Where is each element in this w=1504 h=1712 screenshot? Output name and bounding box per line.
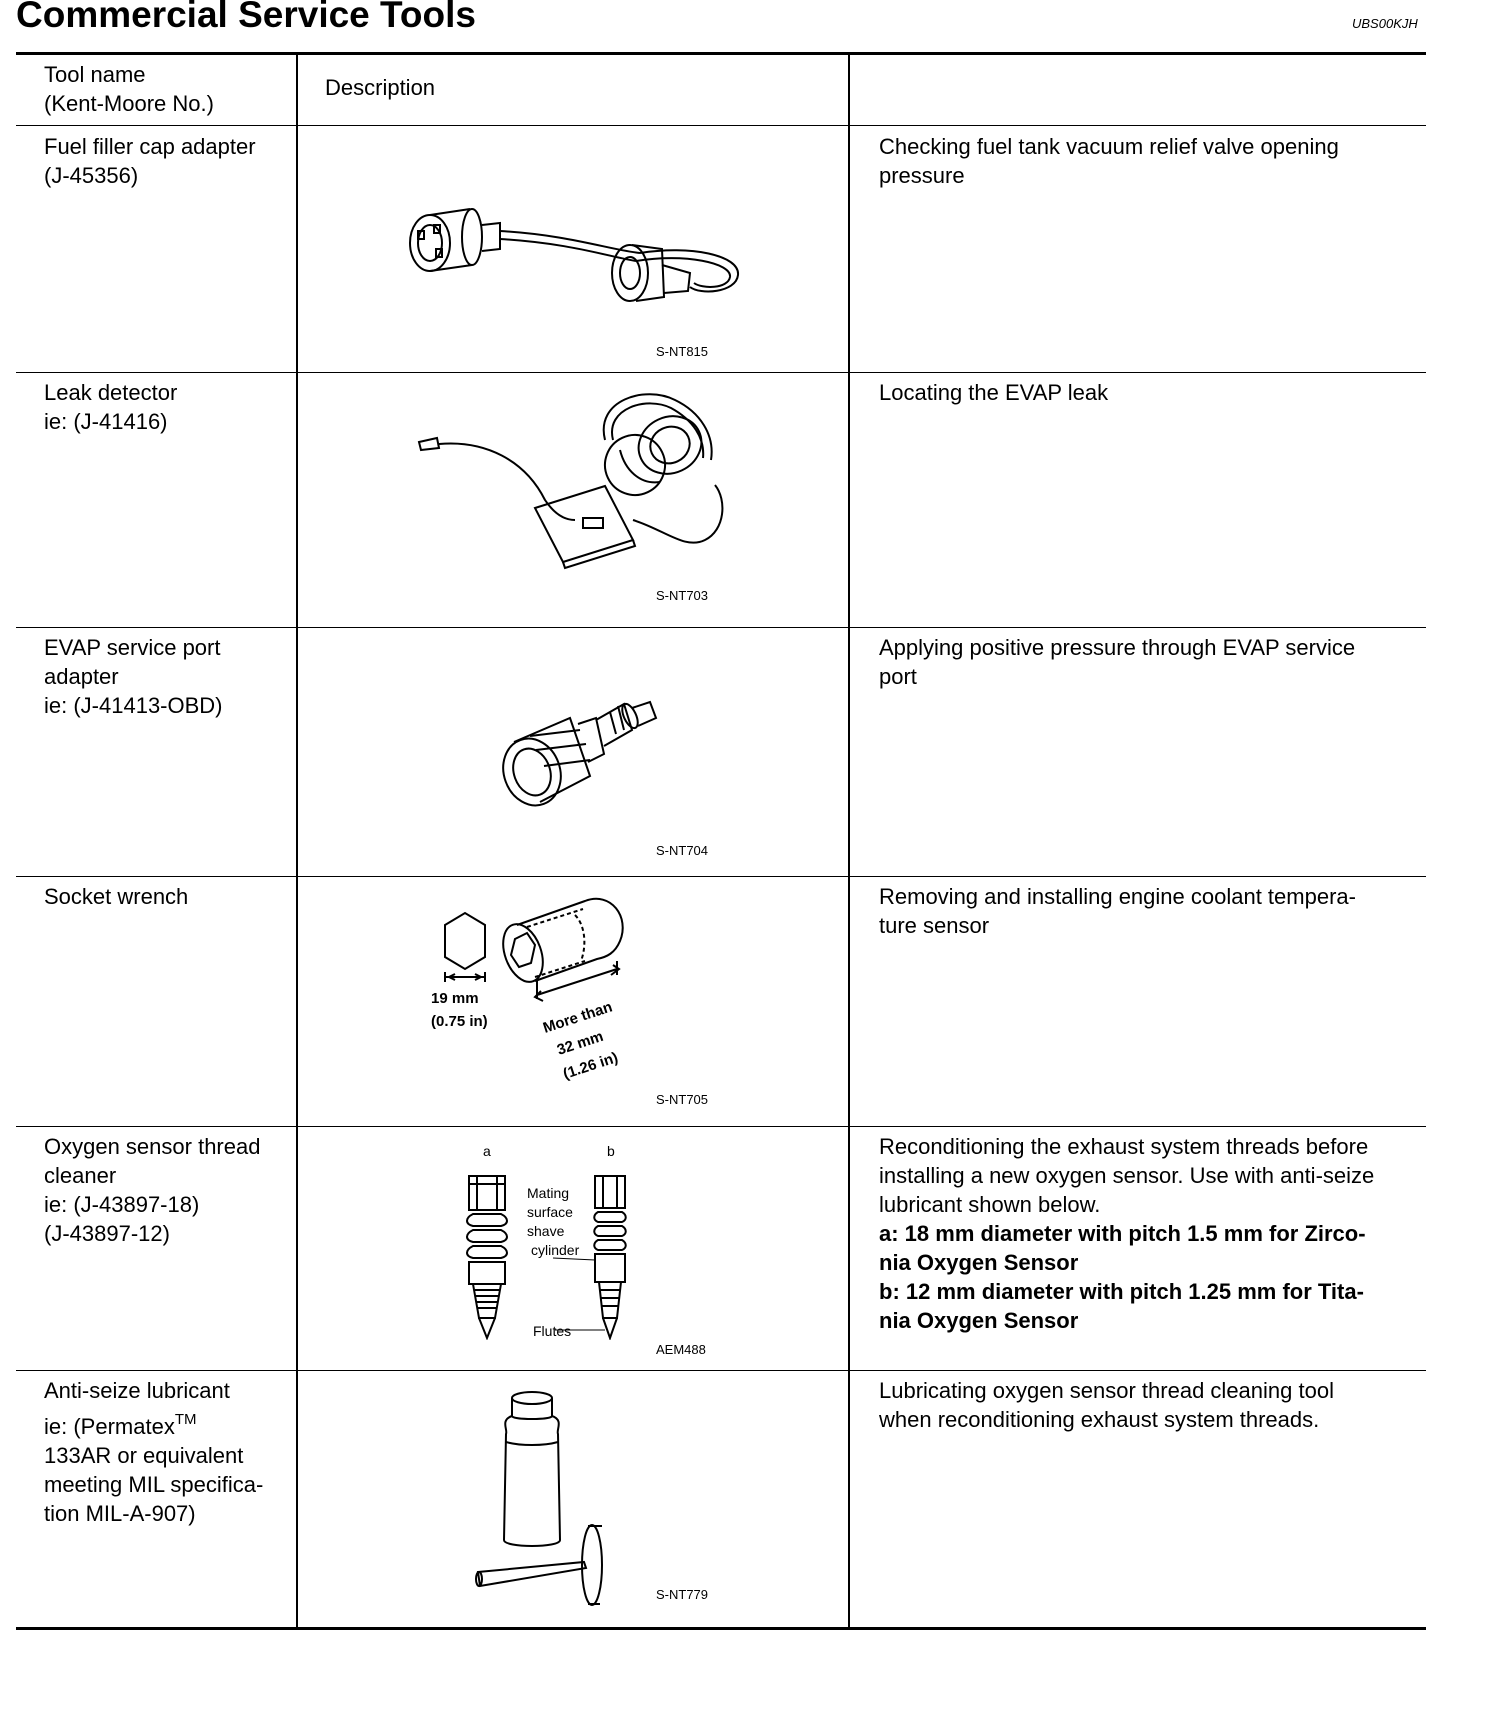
leak-detector-illustration [415, 390, 755, 590]
description-line: when reconditioning exhaust system threads. [879, 1407, 1320, 1432]
header-tool-name [44, 60, 289, 118]
row-5-description [879, 1132, 1409, 1335]
tool-name-line: tion MIL-A-907) [44, 1501, 196, 1526]
column-divider-2 [848, 55, 850, 1627]
description-line: Applying positive pressure through EVAP service [879, 635, 1356, 660]
tool-name-line: Oxygen sensor thread [44, 1134, 261, 1159]
row-divider [16, 876, 1426, 877]
fuel-filler-cap-adapter-illustration [400, 195, 760, 325]
tool-name-line: 133AR or equivalent [44, 1443, 244, 1468]
tool-name-line: EVAP service port [44, 635, 221, 660]
tool-name-line: Fuel filler cap adapter [44, 134, 256, 159]
figure-code: S-NT703 [656, 588, 709, 603]
mating-surface-label: Mating [527, 1185, 570, 1201]
flutes-label: Flutes [533, 1323, 572, 1339]
description-line: port [879, 664, 917, 689]
description-line: Reconditioning the exhaust system threads before [879, 1134, 1369, 1159]
row-5-tool-name [44, 1132, 289, 1248]
tool-name-line [44, 1405, 289, 1441]
row-1-tool-name [44, 132, 289, 190]
tool-kent-moore-number: ie: (J-41416) [44, 409, 168, 434]
mating-surface-label: surface [527, 1204, 573, 1220]
description-line: Locating the EVAP leak [879, 380, 1109, 405]
label-b: b [607, 1143, 615, 1159]
mating-surface-label: cylinder [531, 1242, 580, 1258]
row-6-tool-name [44, 1376, 289, 1528]
anti-seize-lubricant-illustration [470, 1390, 620, 1610]
header-tool-name-line: (Kent-Moore No.) [44, 91, 214, 116]
description-spec-line: a: 18 mm diameter with pitch 1.5 mm for Zirco- [879, 1221, 1366, 1246]
oxygen-sensor-thread-cleaner-illustration [455, 1140, 665, 1340]
tool-name-text: ie: (Permatex [44, 1414, 175, 1439]
row-4-description [879, 882, 1409, 940]
row-divider [16, 125, 1426, 126]
hex-size-inch-label: (0.75 in) [431, 1013, 488, 1030]
header-tool-name-line: Tool name [44, 62, 146, 87]
description-spec-line: nia Oxygen Sensor [879, 1308, 1079, 1333]
tool-name-line: adapter [44, 664, 119, 689]
figure-code: S-NT705 [656, 1092, 709, 1107]
row-1-description [879, 132, 1409, 190]
description-line: Checking fuel tank vacuum relief valve opening [879, 134, 1339, 159]
row-divider [16, 1370, 1426, 1371]
tool-name-line: cleaner [44, 1163, 117, 1188]
description-line: installing a new oxygen sensor. Use with anti-seize [879, 1163, 1375, 1188]
socket-wrench-illustration [425, 895, 675, 1095]
row-3-tool-name [44, 633, 289, 720]
mating-surface-label: shave [527, 1223, 565, 1239]
length-label-line-1: More than [540, 998, 615, 1037]
row-2-description [879, 378, 1409, 407]
tool-name-line: Socket wrench [44, 884, 189, 909]
tool-kent-moore-number: (J-43897-12) [44, 1221, 170, 1246]
label-a: a [483, 1143, 491, 1159]
description-line: Removing and installing engine coolant tempera- [879, 884, 1356, 909]
row-3-description [879, 633, 1409, 691]
figure-code: AEM488 [656, 1342, 706, 1357]
row-2-tool-name [44, 378, 289, 436]
header-description: Description [325, 75, 436, 100]
row-divider [16, 372, 1426, 373]
row-divider [16, 627, 1426, 628]
description-line: ture sensor [879, 913, 990, 938]
evap-service-port-adapter-illustration [500, 690, 660, 820]
row-6-description [879, 1376, 1409, 1434]
tool-kent-moore-number: ie: (J-41413-OBD) [44, 693, 223, 718]
description-spec-line: nia Oxygen Sensor [879, 1250, 1079, 1275]
column-divider-1 [296, 55, 298, 1627]
tool-name-line: Anti-seize lubricant [44, 1378, 230, 1403]
reference-code: UBS00KJH [1352, 16, 1418, 31]
table-top-rule [16, 52, 1426, 55]
tool-name-line: meeting MIL specifica- [44, 1472, 264, 1497]
figure-code: S-NT779 [656, 1587, 709, 1602]
figure-code: S-NT815 [656, 344, 709, 359]
description-spec-line: b: 12 mm diameter with pitch 1.25 mm for Tita- [879, 1279, 1364, 1304]
tool-name-line: Leak detector [44, 380, 178, 405]
tool-kent-moore-number: (J-45356) [44, 163, 139, 188]
description-line: Lubricating oxygen sensor thread cleaning tool [879, 1378, 1334, 1403]
hex-size-label: 19 mm [431, 990, 479, 1007]
length-label-line-2: 32 mm [554, 1027, 606, 1059]
tool-kent-moore-number: ie: (J-43897-18) [44, 1192, 200, 1217]
row-divider [16, 1126, 1426, 1127]
description-line: lubricant shown below. [879, 1192, 1101, 1217]
length-label-line-3: (1.26 in) [560, 1049, 621, 1083]
page-title: Commercial Service Tools [16, 0, 476, 35]
description-line: pressure [879, 163, 965, 188]
row-4-tool-name [44, 882, 289, 911]
figure-code: S-NT704 [656, 843, 709, 858]
table-bottom-rule [16, 1627, 1426, 1630]
trademark-symbol: TM [174, 1411, 197, 1428]
